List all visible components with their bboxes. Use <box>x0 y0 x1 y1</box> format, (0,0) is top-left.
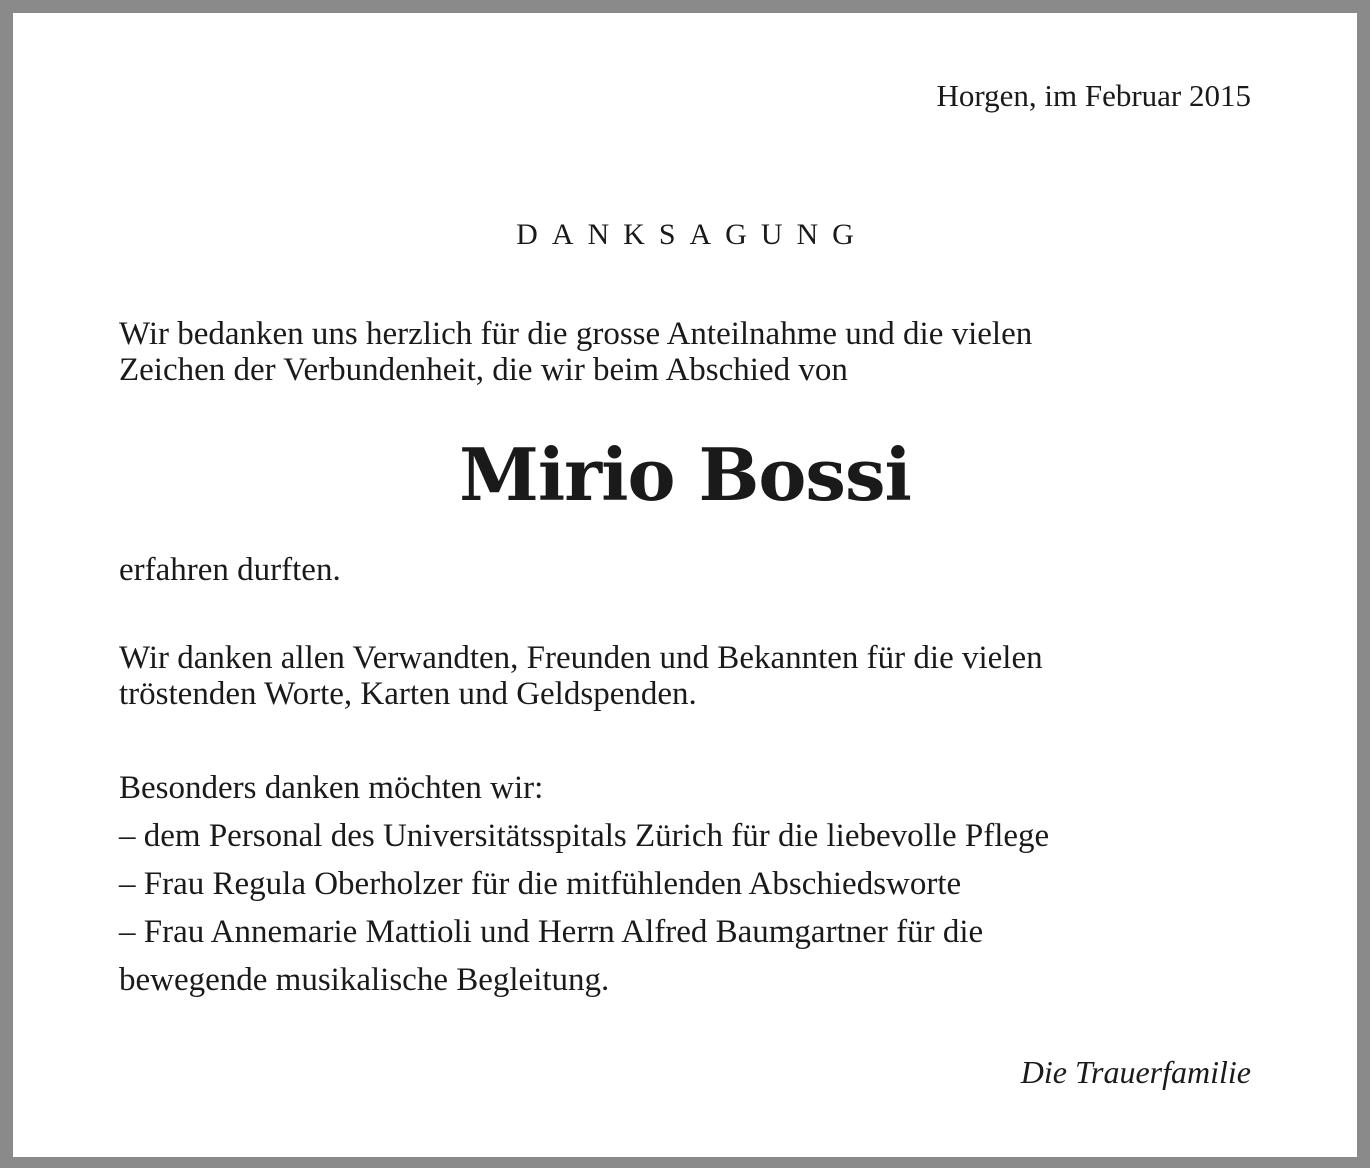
thanks-line-1: Wir danken allen Verwandten, Freunden und Bekannten für die vielen <box>119 640 1043 676</box>
thanks-paragraph <box>119 640 1043 712</box>
list-item: bewegende musikalische Begleitung. <box>119 962 610 998</box>
after-name-text: erfahren durften. <box>119 552 341 588</box>
deceased-name: Mirio Bossi <box>459 432 911 517</box>
list-item: – Frau Regula Oberholzer für die mitfühlenden Abschiedsworte <box>119 866 962 902</box>
intro-line-2: Zeichen der Verbundenheit, die wir beim Abschied von <box>119 352 848 388</box>
special-thanks-lead: Besonders danken möchten wir: <box>119 770 544 806</box>
intro-line-1: Wir bedanken uns herzlich für die grosse Anteilnahme und die vielen <box>119 316 1033 352</box>
list-item: – dem Personal des Universitätsspitals Zürich für die liebevolle Pflege <box>119 818 1050 854</box>
signature: Die Trauerfamilie <box>1020 1054 1251 1090</box>
heading: DANKSAGUNG <box>516 218 868 251</box>
intro-paragraph <box>119 316 1032 388</box>
list-item: – Frau Annemarie Mattioli und Herrn Alfred Baumgartner für die <box>119 914 984 950</box>
date-line: Horgen, im Februar 2015 <box>936 78 1251 113</box>
thanks-line-2: tröstenden Worte, Karten und Geldspenden. <box>119 676 697 712</box>
special-thanks-list <box>119 764 1049 1004</box>
